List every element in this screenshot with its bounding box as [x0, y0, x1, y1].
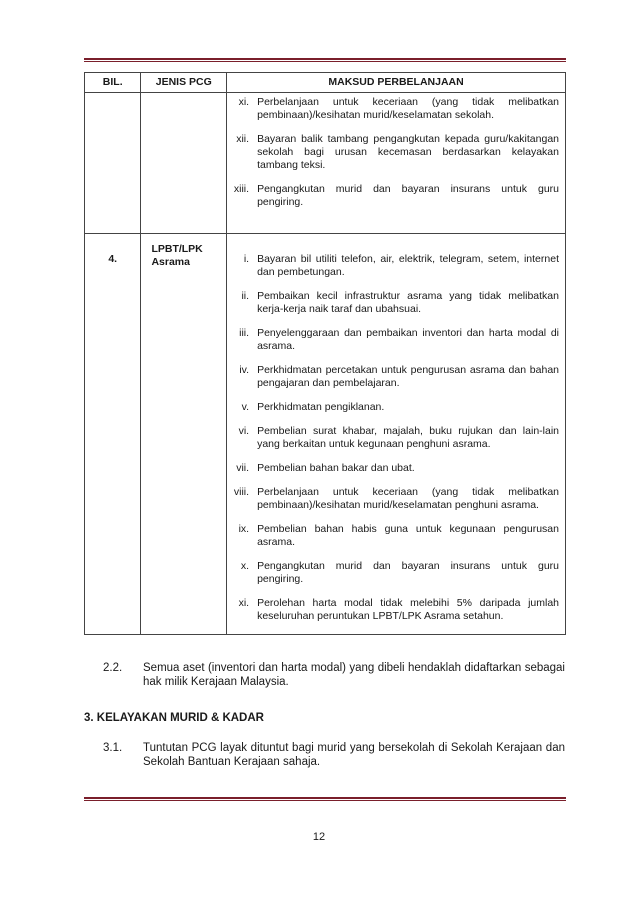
paragraph-number: 2.2. [103, 662, 123, 674]
item-text: Pengangkutan murid dan bayaran insurans untuk guru pengiring. [257, 560, 559, 585]
cell-jenis-empty [141, 93, 227, 234]
item-number: xiii. [233, 183, 250, 195]
paragraph-text: Tuntutan PCG layak dituntut bagi murid yang bersekolah di Sekolah Kerajaan dan Sekolah Bantuan Kerajaan sahaja. [143, 742, 565, 768]
item-number: ix. [238, 523, 250, 535]
list-item [227, 253, 565, 279]
table-row-4 [85, 234, 566, 635]
list-item [227, 462, 565, 475]
item-text: Pengangkutan murid dan bayaran insurans untuk guru pengiring. [257, 183, 559, 208]
list-item [227, 290, 565, 316]
list-item [227, 133, 565, 172]
cell-jenis-lpbt [141, 234, 227, 635]
item-text: Bayaran balik tambang pengangkutan kepada guru/kakitangan sekolah bagi urusan kecemasan berdasarkan kelayakan tambang teksi. [257, 133, 559, 171]
bottom-rule [84, 797, 566, 801]
item-text: Bayaran bil utiliti telefon, air, elektrik, telegram, setem, internet dan pembetungan. [257, 253, 559, 278]
item-number: v. [241, 401, 250, 413]
cell-row4-items [227, 234, 566, 635]
item-number: iv. [239, 364, 250, 376]
table-row-continued [85, 93, 566, 234]
continued-item-list [227, 96, 565, 209]
item-number: xii. [236, 133, 250, 145]
item-text: Perkhidmatan percetakan untuk pengurusan asrama dan bahan pengajaran dan pembelajaran. [257, 364, 559, 389]
item-text: Perbelanjaan untuk keceriaan (yang tidak melibatkan pembinaan)/kesihatan murid/keselamatan sekolah. [257, 96, 559, 121]
list-item [227, 183, 565, 209]
pcg-table [84, 72, 566, 635]
jenis-line-2: Asrama [151, 256, 190, 268]
list-item [227, 425, 565, 451]
list-item [227, 96, 565, 122]
item-text: Pembelian bahan habis guna untuk kegunaan pengurusan asrama. [257, 523, 559, 548]
list-item [227, 560, 565, 586]
paragraph-text: Semua aset (inventori dan harta modal) yang dibeli hendaklah didaftarkan sebagai hak milik Kerajaan Malaysia. [143, 662, 565, 688]
list-item [227, 401, 565, 414]
row4-item-list [227, 253, 565, 623]
item-number: iii. [239, 327, 250, 339]
page-number: 12 [312, 831, 326, 843]
header-jenis-pcg: JENIS PCG [141, 73, 227, 93]
item-text: Perolehan harta modal tidak melebihi 5% daripada jumlah keseluruhan peruntukan LPBT/LPK Asrama setahun. [257, 597, 559, 622]
header-maksud-perbelanjaan: MAKSUD PERBELANJAAN [227, 73, 566, 93]
table-header-row [85, 73, 566, 93]
top-rule [84, 58, 566, 62]
item-text: Perkhidmatan pengiklanan. [257, 401, 385, 413]
paragraph-2-2 [103, 661, 565, 689]
item-text: Pembelian bahan bakar dan ubat. [257, 462, 415, 474]
item-text: Perbelanjaan untuk keceriaan (yang tidak melibatkan pembinaan)/kesihatan murid/keselamatan penghuni asrama. [257, 486, 559, 511]
item-number: xi. [238, 96, 250, 108]
item-text: Pembelian surat khabar, majalah, buku rujukan dan lain-lain yang berkaitan untuk kegunaan penghuni asrama. [257, 425, 559, 450]
item-number: xi. [238, 597, 250, 609]
item-number: vii. [236, 462, 250, 474]
list-item [227, 364, 565, 390]
paragraph-3-1 [103, 741, 565, 769]
list-item [227, 597, 565, 623]
section-3-heading: 3. KELAYAKAN MURID & KADAR [84, 712, 264, 724]
item-number: i. [243, 253, 250, 265]
list-item [227, 327, 565, 353]
cell-continued-items [227, 93, 566, 234]
list-item [227, 486, 565, 512]
jenis-line-1: LPBT/LPK [151, 243, 203, 255]
item-number: x. [240, 560, 250, 572]
paragraph-number: 3.1. [103, 742, 123, 754]
item-text: Pembaikan kecil infrastruktur asrama yang tidak melibatkan kerja-kerja naik taraf dan ubahsuai. [257, 290, 559, 315]
item-number: vi. [238, 425, 250, 437]
item-text: Penyelenggaraan dan pembaikan inventori dan harta modal di asrama. [257, 327, 559, 352]
item-number: ii. [241, 290, 250, 302]
header-bil: BIL. [85, 73, 141, 93]
list-item [227, 523, 565, 549]
cell-bil-empty [85, 93, 141, 234]
item-number: viii. [233, 486, 250, 498]
cell-bil-4: 4. [85, 234, 141, 635]
